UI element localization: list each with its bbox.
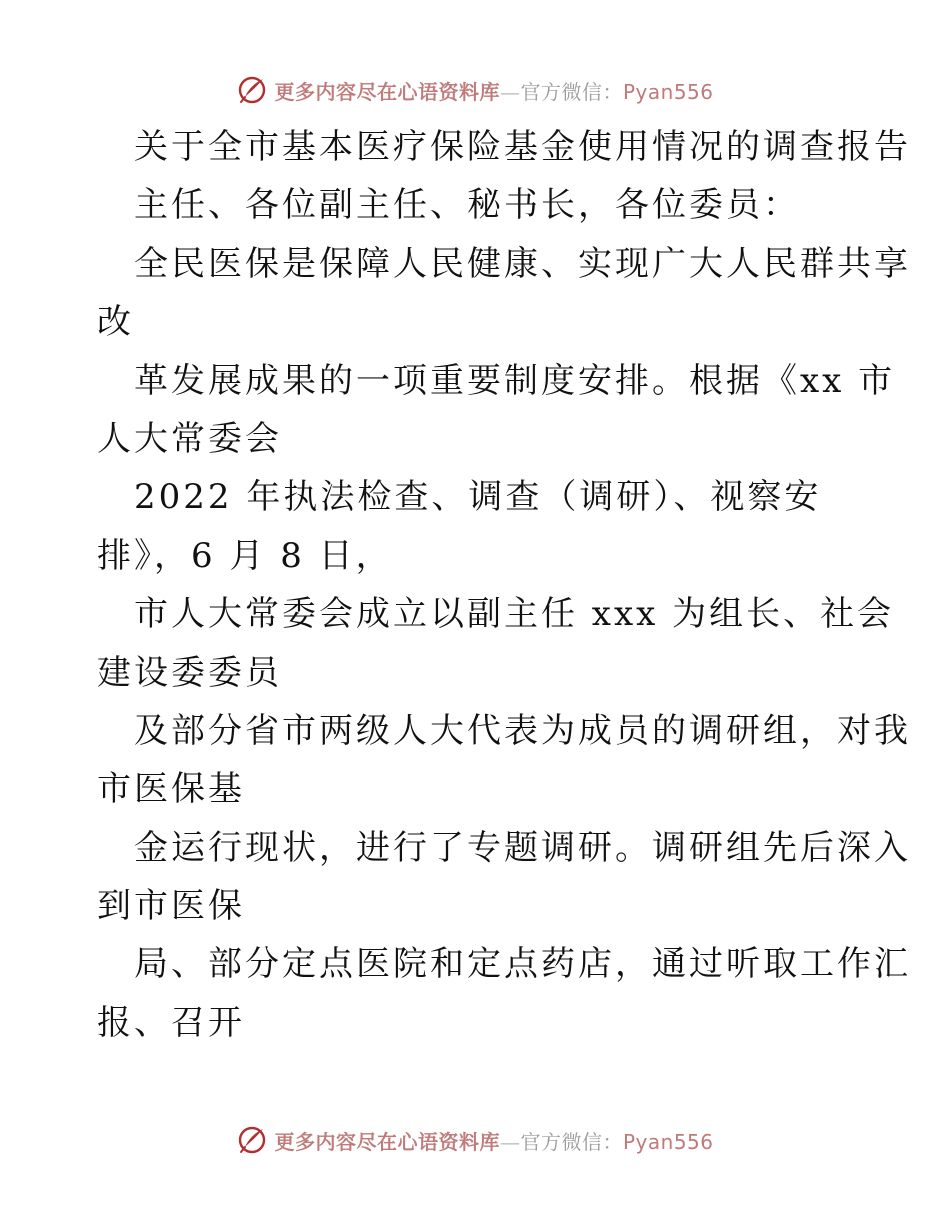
body-line: 建设委委员 — [97, 652, 282, 693]
footer-separator: — — [499, 1129, 521, 1154]
body-line: 人大常委会 — [97, 418, 282, 459]
quill-pen-logo-icon — [236, 1124, 268, 1156]
body-line: 及部分省市两级人大代表为成员的调研组，对我 — [134, 710, 911, 751]
body-line: 金运行现状，进行了专题调研。调研组先后深入 — [134, 827, 911, 868]
body-line: 报、召开 — [97, 1002, 245, 1043]
header-wechat-account: Pyan556 — [622, 79, 714, 104]
body-line: 排》，6 月 8 日， — [97, 535, 393, 576]
body-line: 局、部分定点医院和定点药店，通过听取工作汇 — [134, 944, 911, 985]
document-title: 关于全市基本医疗保险基金使用情况的调查报告 — [134, 127, 911, 167]
body-line: 到市医保 — [97, 886, 245, 927]
body-line: 革发展成果的一项重要制度安排。根据《xx 市 — [134, 360, 896, 401]
footer-site-text: 更多内容尽在心语资料库 — [274, 1129, 500, 1154]
footer-banner — [0, 1120, 950, 1160]
header-site-text: 更多内容尽在心语资料库 — [274, 79, 500, 104]
header-wechat-label: 官方微信： — [520, 79, 623, 104]
document-body — [0, 118, 950, 1052]
footer-banner-text — [274, 1126, 713, 1155]
body-line: 市医保基 — [97, 769, 245, 810]
footer-wechat-account: Pyan556 — [622, 1129, 714, 1154]
header-banner-text — [274, 76, 713, 105]
body-line: 2022 年执法检查、调查（调研）、视察安 — [134, 477, 822, 518]
body-line: 市人大常委会成立以副主任 xxx 为组长、社会 — [134, 594, 895, 635]
salutation: 主任、各位副主任、秘书长，各位委员： — [134, 185, 800, 226]
header-separator: — — [499, 79, 521, 104]
footer-wechat-label: 官方微信： — [520, 1129, 623, 1154]
body-line: 改 — [97, 302, 134, 343]
body-line: 全民医保是保障人民健康、实现广大人民群共享 — [134, 243, 911, 284]
header-banner — [0, 70, 950, 110]
quill-pen-logo-icon — [236, 74, 268, 106]
